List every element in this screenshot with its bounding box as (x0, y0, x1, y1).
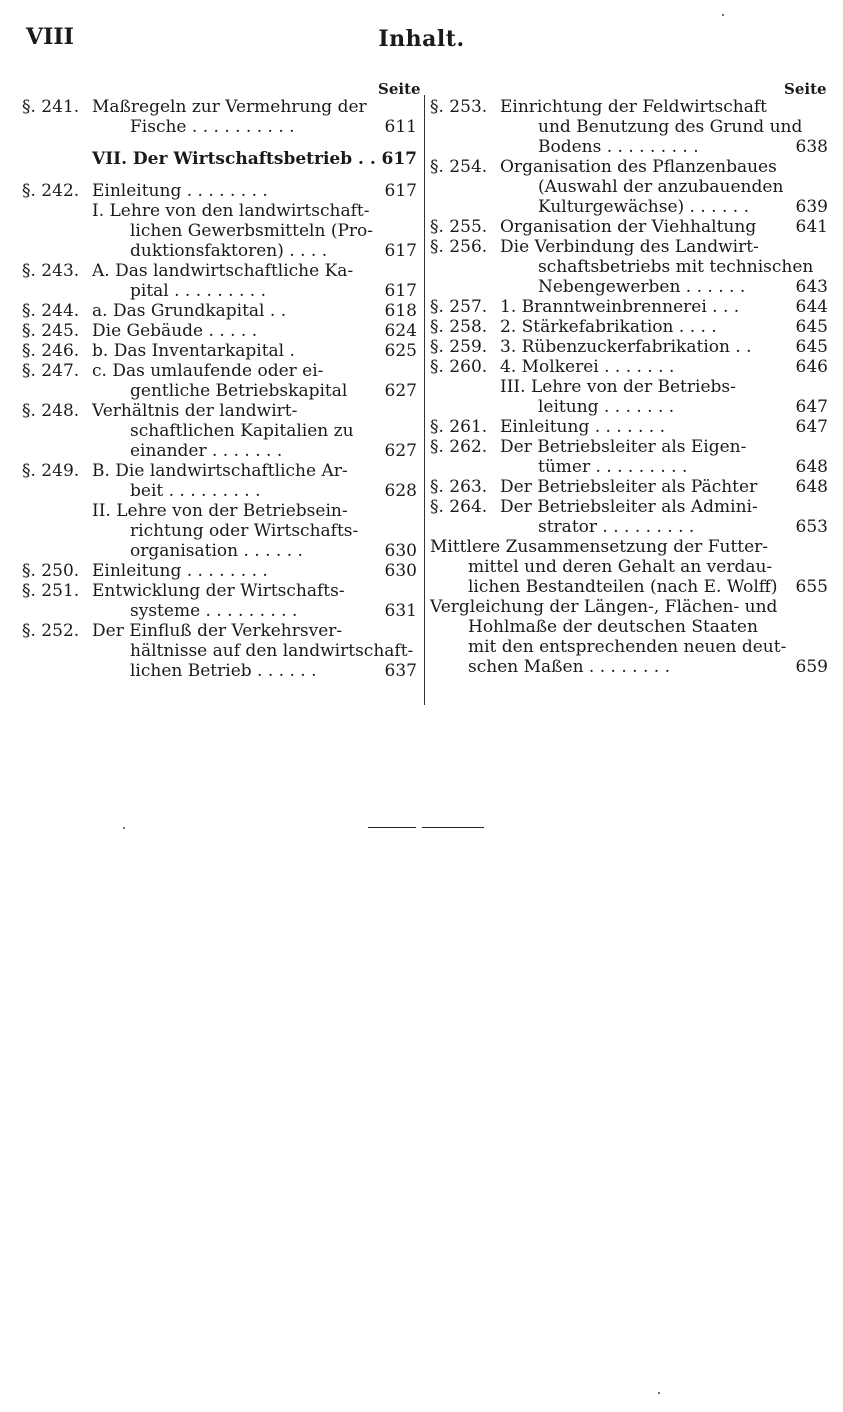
page-ref: 655 (795, 577, 828, 597)
entry-title-line: Entwicklung der Wirtschafts- (92, 581, 345, 601)
toc-entry (22, 97, 417, 137)
section-number: §. 256. (430, 237, 488, 257)
toc-entry (22, 501, 417, 561)
page-ref: 644 (795, 297, 828, 317)
entry-title-line: Fische . . . . . . . . . . (130, 117, 295, 137)
toc-entry (430, 237, 828, 297)
toc-entry (22, 341, 417, 361)
seite-header-left: Seite (378, 80, 421, 98)
entry-title-line: a. Das Grundkapital . . (92, 301, 287, 321)
entry-title-line: Organisation der Viehhaltung (500, 217, 757, 237)
entry-title-line: systeme . . . . . . . . . (130, 601, 298, 621)
toc-entry (430, 437, 828, 477)
page-ref: 638 (795, 137, 828, 157)
section-number: §. 264. (430, 497, 488, 517)
entry-title-line: pital . . . . . . . . . (130, 281, 266, 301)
entry-title-line: einander . . . . . . . (130, 441, 283, 461)
section-number: §. 243. (22, 261, 80, 281)
section-number: §. 241. (22, 97, 80, 117)
toc-entry (22, 621, 417, 681)
entry-title-line: Nebengewerben . . . . . . (538, 277, 746, 297)
entry-title-line: richtung oder Wirtschafts- (130, 521, 359, 541)
section-number: §. 251. (22, 581, 80, 601)
toc-entry (22, 301, 417, 321)
entry-title-line: Der Betriebsleiter als Eigen- (500, 437, 747, 457)
entry-title-line: schen Maßen . . . . . . . . (468, 657, 670, 677)
toc-entry (430, 157, 828, 217)
entry-title-line: Der Betriebsleiter als Pächter (500, 477, 758, 497)
toc-entry (430, 97, 828, 157)
section-number: §. 252. (22, 621, 80, 641)
toc-entry (22, 321, 417, 341)
page-ref: 659 (795, 657, 828, 677)
entry-title-line: leitung . . . . . . . (538, 397, 675, 417)
entry-title-line: 4. Molkerei . . . . . . . (500, 357, 675, 377)
page-ref: 637 (384, 661, 417, 681)
page-ref: 653 (795, 517, 828, 537)
entry-title-line: mit den entsprechenden neuen deut- (468, 637, 787, 657)
entry-title-line: lichen Betrieb . . . . . . (130, 661, 317, 681)
page-ref: 617 (381, 149, 417, 169)
toc-entry (430, 377, 828, 417)
toc-entry (22, 461, 417, 501)
page-ref: 617 (384, 281, 417, 301)
entry-title-line: hältnisse auf den landwirtschaft- (130, 641, 414, 661)
section-number: §. 258. (430, 317, 488, 337)
page-ref: 648 (795, 477, 828, 497)
entry-title-line: 2. Stärkefabrikation . . . . (500, 317, 717, 337)
section-number: §. 263. (430, 477, 488, 497)
entry-title-line: Einleitung . . . . . . . . (92, 181, 268, 201)
toc-entry (430, 317, 828, 337)
toc-entry (430, 357, 828, 377)
section-number: §. 248. (22, 401, 80, 421)
entry-title-line: tümer . . . . . . . . . (538, 457, 688, 477)
page-ref: 647 (795, 397, 828, 417)
page-title: Inhalt. (378, 26, 465, 52)
toc-entry (22, 401, 417, 461)
entry-title-line: Der Einfluß der Verkehrsver- (92, 621, 343, 641)
entry-title-line: lichen Gewerbsmitteln (Pro- (130, 221, 373, 241)
page-ref: 617 (384, 181, 417, 201)
section-number: §. 249. (22, 461, 80, 481)
entry-title-line: lichen Bestandteilen (nach E. Wolff) (468, 577, 778, 597)
section-number: §. 247. (22, 361, 80, 381)
toc-entry (430, 297, 828, 317)
entry-title-line: c. Das umlaufende oder ei- (92, 361, 324, 381)
entry-title-line: VII. Der Wirtschaftsbetrieb . . (92, 149, 376, 169)
entry-title-line: b. Das Inventarkapital . (92, 341, 295, 361)
page-ref: 645 (795, 317, 828, 337)
toc-entry (430, 497, 828, 537)
page-ref: 645 (795, 337, 828, 357)
section-number: §. 245. (22, 321, 80, 341)
page-ref: 611 (384, 117, 417, 137)
section-number: §. 259. (430, 337, 488, 357)
toc-entry (430, 597, 828, 677)
page-ref: 643 (795, 277, 828, 297)
page-ref: 631 (384, 601, 417, 621)
toc-entry (430, 477, 828, 497)
section-number: §. 244. (22, 301, 80, 321)
page-ref: 646 (795, 357, 828, 377)
page-ref: 627 (384, 441, 417, 461)
entry-title-line: Einleitung . . . . . . . . (92, 561, 268, 581)
entry-title-line: Die Gebäude . . . . . (92, 321, 258, 341)
page-ref: 627 (384, 381, 417, 401)
entry-title-line: Organisation des Pflanzenbaues (500, 157, 777, 177)
entry-title-line: duktionsfaktoren) . . . . (130, 241, 328, 261)
page-ref: 625 (384, 341, 417, 361)
section-end-rule (422, 827, 484, 828)
entry-title-line: mittel und deren Gehalt an verdau- (468, 557, 773, 577)
entry-title-line: Maßregeln zur Vermehrung der (92, 97, 367, 117)
entry-title-line: Einrichtung der Feldwirtschaft (500, 97, 767, 117)
entry-title-line: Vergleichung der Längen-, Flächen- und (430, 597, 778, 617)
section-number: §. 260. (430, 357, 488, 377)
section-number: §. 253. (430, 97, 488, 117)
section-end-rule (368, 827, 416, 828)
page-ref: 641 (795, 217, 828, 237)
entry-title-line: (Auswahl der anzubauenden (538, 177, 784, 197)
entry-title-line: organisation . . . . . . (130, 541, 303, 561)
page-ref: 648 (795, 457, 828, 477)
toc-entry (22, 261, 417, 301)
paper-speck (658, 1392, 660, 1394)
entry-title-line: 3. Rübenzuckerfabrikation . . (500, 337, 752, 357)
paper-speck (123, 827, 125, 829)
page-ref: 617 (384, 241, 417, 261)
entry-title-line: Kulturgewächse) . . . . . . (538, 197, 749, 217)
entry-title-line: beit . . . . . . . . . (130, 481, 261, 501)
section-number: §. 261. (430, 417, 488, 437)
section-number: §. 254. (430, 157, 488, 177)
entry-title-line: und Benutzung des Grund und (538, 117, 803, 137)
entry-title-line: Die Verbindung des Landwirt- (500, 237, 759, 257)
entry-title-line: I. Lehre von den landwirtschaft- (92, 201, 370, 221)
page-number: VIII (26, 24, 74, 50)
paper-speck (722, 14, 724, 16)
section-number: §. 257. (430, 297, 488, 317)
section-number: §. 246. (22, 341, 80, 361)
toc-entry (430, 537, 828, 597)
entry-title-line: Verhältnis der landwirt- (92, 401, 298, 421)
toc-entry (22, 581, 417, 621)
page-ref: 630 (384, 541, 417, 561)
entry-title-line: schaftlichen Kapitalien zu (130, 421, 354, 441)
entry-title-line: Der Betriebsleiter als Admini- (500, 497, 758, 517)
toc-entry (430, 217, 828, 237)
column-divider (424, 95, 425, 705)
toc-entry (22, 149, 417, 169)
entry-title-line: 1. Branntweinbrennerei . . . (500, 297, 740, 317)
page-ref: 628 (384, 481, 417, 501)
section-number: §. 242. (22, 181, 80, 201)
entry-title-line: A. Das landwirtschaftliche Ka- (92, 261, 354, 281)
toc-entry (22, 561, 417, 581)
page-ref: 639 (795, 197, 828, 217)
toc-entry (22, 181, 417, 201)
entry-title-line: III. Lehre von der Betriebs- (500, 377, 736, 397)
entry-title-line: strator . . . . . . . . . (538, 517, 695, 537)
section-number: §. 262. (430, 437, 488, 457)
toc-entry (22, 361, 417, 401)
entry-title-line: Bodens . . . . . . . . . (538, 137, 699, 157)
entry-title-line: Einleitung . . . . . . . (500, 417, 665, 437)
section-number: §. 255. (430, 217, 488, 237)
entry-title-line: B. Die landwirtschaftliche Ar- (92, 461, 348, 481)
entry-title-line: Mittlere Zusammensetzung der Futter- (430, 537, 769, 557)
toc-entry (430, 417, 828, 437)
entry-title-line: gentliche Betriebskapital (130, 381, 348, 401)
toc-entry (22, 201, 417, 261)
page-ref: 630 (384, 561, 417, 581)
section-number: §. 250. (22, 561, 80, 581)
toc-entry (430, 337, 828, 357)
seite-header-right: Seite (784, 80, 827, 98)
entry-title-line: II. Lehre von der Betriebsein- (92, 501, 348, 521)
page-ref: 618 (384, 301, 417, 321)
entry-title-line: Hohlmaße der deutschen Staaten (468, 617, 758, 637)
page-ref: 647 (795, 417, 828, 437)
entry-title-line: schaftsbetriebs mit technischen (538, 257, 814, 277)
page-ref: 624 (384, 321, 417, 341)
